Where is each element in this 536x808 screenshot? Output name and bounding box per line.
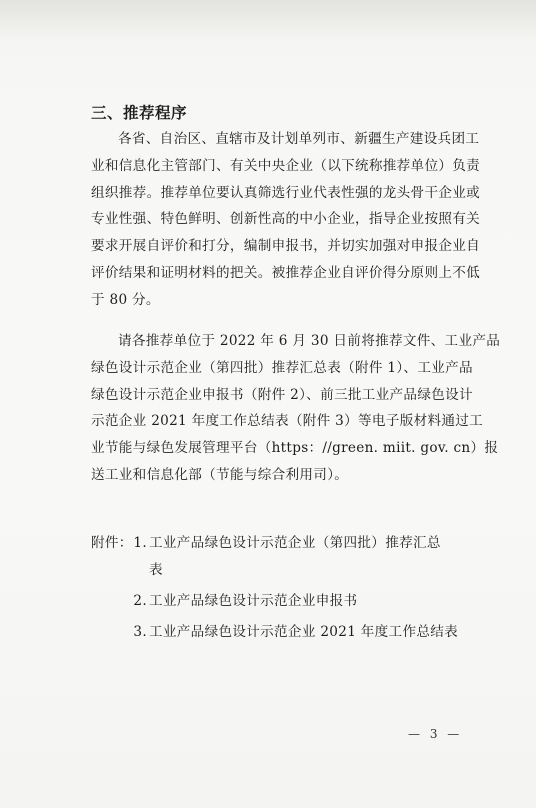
paragraph-line: 要求开展自评价和打分，编制申报书，并切实加强对申报企业自 bbox=[91, 238, 481, 255]
section-heading: 三、推荐程序 bbox=[91, 104, 188, 122]
paragraph-line: 于 80 分。 bbox=[91, 291, 160, 308]
attachment-number: 2. bbox=[133, 593, 147, 609]
paragraph-line: 专业性强、特色鲜明、创新性高的中小企业，指导企业按照有关 bbox=[91, 211, 481, 228]
attachment-item bbox=[91, 530, 458, 557]
attachment-title-continuation bbox=[91, 557, 458, 584]
attachment-item bbox=[91, 588, 458, 615]
paragraph-line: 各省、自治区、直辖市及计划单列市、新疆生产建设兵团工 bbox=[118, 131, 480, 147]
attachment-item bbox=[91, 619, 458, 646]
attachments-label: 附件： bbox=[91, 535, 133, 551]
attachment-number: 1. bbox=[133, 535, 147, 551]
paragraph-line: 绿色设计示范企业（第四批）推荐汇总表（附件 1）、工业产品 bbox=[91, 359, 473, 376]
paragraph-line: 评价结果和证明材料的把关。被推荐企业自评价得分原则上不低 bbox=[91, 264, 481, 281]
paragraph-line: 绿色设计示范企业申报书（附件 2）、前三批工业产品绿色设计 bbox=[91, 386, 473, 403]
attachment-title-cont: 表 bbox=[149, 562, 163, 578]
paragraph-line: 示范企业 2021 年度工作总结表（附件 3）等电子版材料通过工 bbox=[91, 413, 484, 430]
paragraph-submission bbox=[91, 328, 501, 489]
paragraph-line: 业节能与绿色发展管理平台（https：//green. miit. gov. cn）报 bbox=[91, 440, 499, 457]
attachment-title: 工业产品绿色设计示范企业 2021 年度工作总结表 bbox=[149, 624, 459, 640]
paragraph-line: 组织推荐。推荐单位要认真筛选行业代表性强的龙头骨干企业或 bbox=[91, 184, 481, 201]
attachment-title: 工业产品绿色设计示范企业（第四批）推荐汇总 bbox=[149, 535, 441, 551]
attachment-title: 工业产品绿色设计示范企业申报书 bbox=[149, 593, 358, 609]
paragraph-line: 业和信息化主管部门、有关中央企业（以下统称推荐单位）负责 bbox=[91, 157, 481, 174]
attachment-number: 3. bbox=[133, 624, 147, 640]
paragraph-line: 送工业和信息化部（节能与综合利用司）。 bbox=[91, 466, 349, 483]
attachments-list bbox=[91, 530, 458, 646]
paragraph-recommendation-procedure bbox=[91, 126, 481, 314]
paragraph-line: 请各推荐单位于 2022 年 6 月 30 日前将推荐文件、工业产品 bbox=[118, 333, 501, 349]
scan-shadow bbox=[0, 0, 536, 40]
page-number: — 3 — bbox=[408, 727, 463, 741]
